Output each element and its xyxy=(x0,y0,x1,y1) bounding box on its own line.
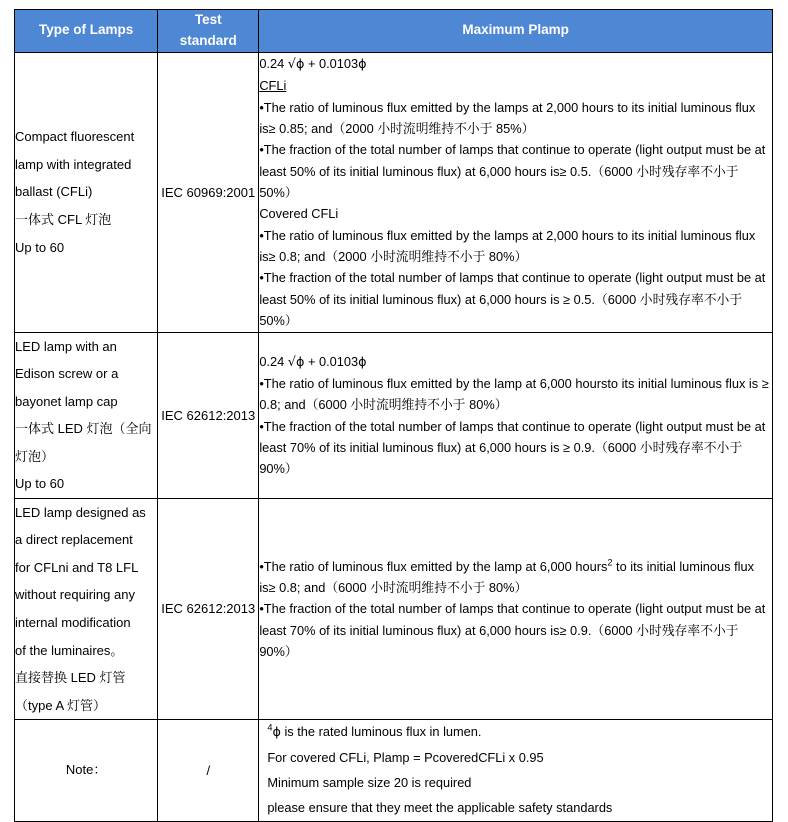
subheading-covered-cfli: Covered CFLi xyxy=(259,206,339,222)
table-row-note xyxy=(15,720,773,822)
formula-mid: + 0.0103 xyxy=(304,55,359,71)
column-header-test-standard-line1: Test xyxy=(194,12,222,27)
cell-type-led-edison xyxy=(15,332,158,498)
type-line: 直接替换 LED 灯管 xyxy=(15,670,126,686)
phi-symbol: ϕ xyxy=(295,354,305,370)
footnote-marker: 4 xyxy=(267,722,273,733)
phi-symbol: ϕ xyxy=(295,56,305,72)
column-header-test-standard-line2: standard xyxy=(179,32,237,48)
cell-note-standard xyxy=(158,720,259,822)
note-standard-value: / xyxy=(206,763,211,779)
table-header xyxy=(15,10,773,53)
bullet-item: •The ratio of luminous flux emitted by the lamps at 2,000 hours to its initial luminous flux is≥ 0.8; and（2000 小时流明维持不小于 80%） xyxy=(259,227,756,265)
type-line: 灯泡） xyxy=(15,448,55,464)
table-row xyxy=(15,498,773,719)
formula-mid: + 0.0103 xyxy=(304,353,359,369)
subheading-cfli: CFLi xyxy=(259,78,287,94)
type-line: （type A 灯管） xyxy=(15,697,107,713)
standard-value: IEC 62612:2013 xyxy=(161,407,256,423)
type-line: a direct replacement xyxy=(15,532,133,548)
bullet-item: •The fraction of the total number of lamps that continue to operate (light output must be at least 70% of its initial luminous flux) at 6,000 hours is ≥ 0.9.（6000 小时残存率不小于 90%） xyxy=(259,418,766,477)
sqrt-icon: √ xyxy=(287,56,296,72)
type-line: Up to 60 xyxy=(15,239,65,255)
formula-prefix: 0.24 xyxy=(259,55,288,71)
type-line: Edison screw or a xyxy=(15,366,119,382)
header-row xyxy=(15,10,773,53)
cell-standard-led-edison xyxy=(158,332,259,498)
note-line xyxy=(267,720,772,746)
note-label: Note： xyxy=(65,762,107,778)
type-line: 一体式 LED 灯泡（全向 xyxy=(15,421,152,437)
cell-type-cfli xyxy=(15,52,158,332)
bullet-item xyxy=(259,556,772,599)
type-line: bayonet lamp cap xyxy=(15,393,118,409)
formula-line xyxy=(259,351,772,373)
column-header-maximum-plamp xyxy=(259,10,773,53)
footnote-marker: 2 xyxy=(607,557,613,568)
bullet-text-post: to its initial luminous flux is≥ 0.8; and（6000 小时流明维持不小于 80%） xyxy=(259,558,755,595)
table-row xyxy=(15,332,773,498)
standard-value: IEC 60969:2001 xyxy=(161,184,256,200)
note-line: For covered CFLi, Plamp = PcoveredCFLi x 0.95 xyxy=(267,750,544,766)
phi-symbol: ϕ xyxy=(272,725,281,741)
table-row xyxy=(15,52,773,332)
cell-maximum-plamp-cfli xyxy=(259,52,773,332)
type-line: lamp with integrated xyxy=(15,156,132,172)
note-line: please ensure that they meet the applicable safety standards xyxy=(267,800,613,816)
note-text: is the rated luminous flux in lumen. xyxy=(280,724,482,740)
column-header-type-of-lamps xyxy=(15,10,158,53)
cell-type-led-replacement xyxy=(15,498,158,719)
column-header-maximum-plamp-label: Maximum Plamp xyxy=(462,22,569,38)
note-line: Minimum sample size 20 is required xyxy=(267,775,472,791)
phi-symbol: ϕ xyxy=(358,56,367,72)
cell-note-content xyxy=(259,720,773,822)
table-body xyxy=(15,52,773,821)
type-line: for CFLni and T8 LFL xyxy=(15,559,139,575)
type-line: of the luminaires。 xyxy=(15,642,124,658)
column-header-type-of-lamps-label: Type of Lamps xyxy=(38,22,134,38)
phi-symbol: ϕ xyxy=(358,354,367,370)
bullet-item: •The fraction of the total number of lamps that continue to operate (light output must be at least 50% of its initial luminous flux) at 6,000 hours is ≥ 0.5.（6000 小时残存率不小于 50%） xyxy=(259,270,766,329)
type-line: ballast (CFLi) xyxy=(15,184,93,200)
type-line: without requiring any xyxy=(15,587,135,603)
bullet-item: •The ratio of luminous flux emitted by the lamp at 6,000 hoursto its initial luminous flux is ≥ 0.8; and（6000 小时流明维持不小于 80%） xyxy=(259,375,769,413)
type-line: Compact fluorescent xyxy=(15,129,135,145)
cell-note-label xyxy=(15,720,158,822)
cell-maximum-plamp-led-replacement xyxy=(259,498,773,719)
type-line: LED lamp designed as xyxy=(15,504,146,520)
type-line: LED lamp with an xyxy=(15,338,117,354)
column-header-test-standard xyxy=(158,10,259,53)
bullet-text-pre: •The ratio of luminous flux emitted by the lamp at 6,000 hours xyxy=(259,558,608,574)
standard-value: IEC 62612:2013 xyxy=(161,601,256,617)
type-line: internal modification xyxy=(15,614,131,630)
bullet-item: •The ratio of luminous flux emitted by the lamps at 2,000 hours to its initial luminous flux is≥ 0.85; and（2000 小时流明维持不小于 85%） xyxy=(259,99,756,136)
type-line: Up to 60 xyxy=(15,476,65,492)
cell-maximum-plamp-led-edison xyxy=(259,332,773,498)
cell-standard-cfli xyxy=(158,52,259,332)
cell-standard-led-replacement xyxy=(158,498,259,719)
formula-prefix: 0.24 xyxy=(259,353,288,369)
bullet-item: •The fraction of the total number of lamps that continue to operate (light output must be at least 50% of its initial luminous flux) at 6,000 hours is≥ 0.5.（6000 小时残存率不小于 50%） xyxy=(259,142,766,200)
lamp-requirements-table xyxy=(14,9,773,822)
sqrt-icon: √ xyxy=(287,354,296,370)
formula-line xyxy=(259,53,772,75)
bullet-item: •The fraction of the total number of lamps that continue to operate (light output must be at least 70% of its initial luminous flux) at 6,000 hours is≥ 0.9.（6000 小时残存率不小于 90%） xyxy=(259,601,766,660)
type-line: 一体式 CFL 灯泡 xyxy=(15,211,112,227)
